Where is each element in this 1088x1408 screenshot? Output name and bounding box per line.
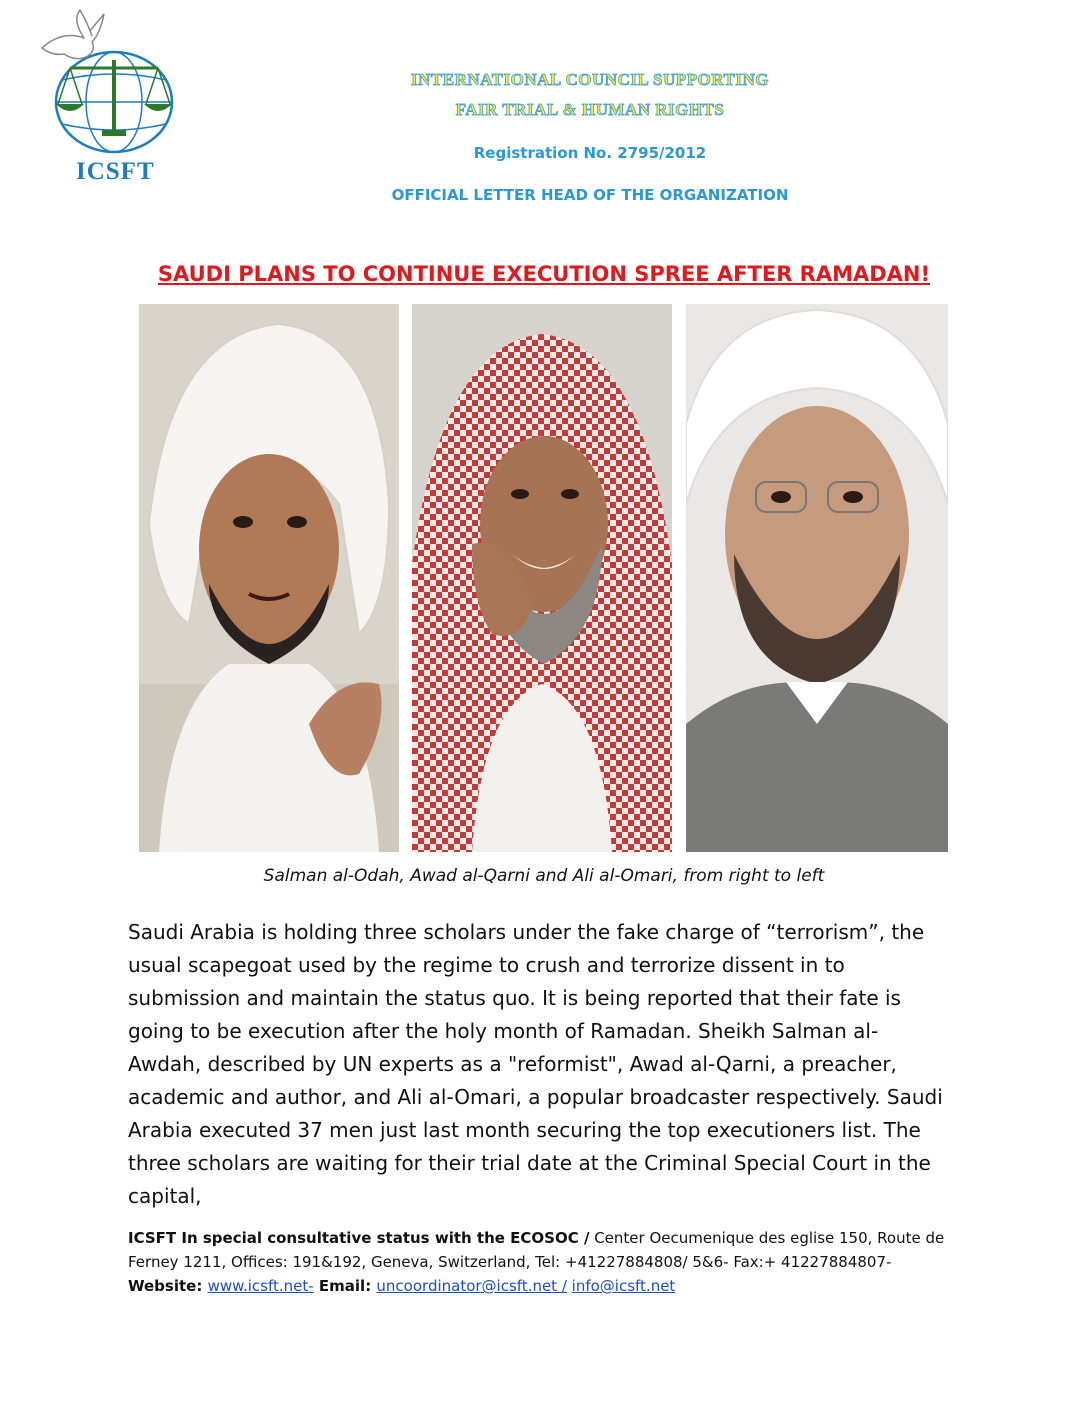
headline: SAUDI PLANS TO CONTINUE EXECUTION SPREE AFTER RAMADAN! bbox=[157, 262, 931, 286]
footer-email-label: Email: bbox=[313, 1277, 377, 1295]
icsft-logo bbox=[22, 8, 180, 185]
footer-address: Center Oecumenique des eglise 150, Route de Ferney 1211, Offices: 191&192, Geneva, Switzerland, Tel: +41227884808/ 5&6- Fax:+ 41227884807- bbox=[128, 1229, 945, 1271]
photo-awad-al-qarni bbox=[412, 304, 672, 852]
dove-scales-globe-icon bbox=[22, 8, 180, 158]
footer bbox=[128, 1226, 968, 1298]
photo-ali-al-omari bbox=[686, 304, 948, 852]
article-body: Saudi Arabia is holding three scholars under the fake charge of “terrorism”, the usual scapegoat used by the regime to crush and terrorize dissent in to submission and maintain the status quo. It is being reported that their fate is going to be execution after the holy month of Ramadan. Sheikh Salman al-Awdah, described by UN experts as a "reformist", Awad al-Qarni, a preacher, academic and author, and Ali al-Omari, a popular broadcaster respectively. Saudi Arabia executed 37 men just last month securing the top executioners list. The three scholars are waiting for their trial date at the Criminal Special Court in the capital, bbox=[128, 920, 943, 1208]
official-letterhead-label: OFFICIAL LETTER HEAD OF THE ORGANIZATION bbox=[391, 186, 789, 204]
footer-website-label: Website: bbox=[128, 1277, 208, 1295]
logo-text: ICSFT bbox=[76, 158, 155, 185]
org-name-line-2: FAIR TRIAL & HUMAN RIGHTS bbox=[455, 100, 725, 119]
photo-salman-al-odah bbox=[139, 304, 399, 852]
website-link[interactable]: www.icsft.net- bbox=[207, 1277, 314, 1295]
email-link-uncoordinator[interactable]: uncoordinator@icsft.net / bbox=[376, 1277, 567, 1295]
photo-caption: Salman al-Odah, Awad al-Qarni and Ali al-Omari, from right to left bbox=[263, 866, 825, 886]
email-link-info[interactable]: info@icsft.net bbox=[571, 1277, 676, 1295]
footer-status: ICSFT In special consultative status with the ECOSOC / bbox=[128, 1229, 590, 1247]
registration-number: Registration No. 2795/2012 bbox=[473, 144, 707, 162]
org-name-line-1: INTERNATIONAL COUNCIL SUPPORTING bbox=[411, 70, 769, 89]
